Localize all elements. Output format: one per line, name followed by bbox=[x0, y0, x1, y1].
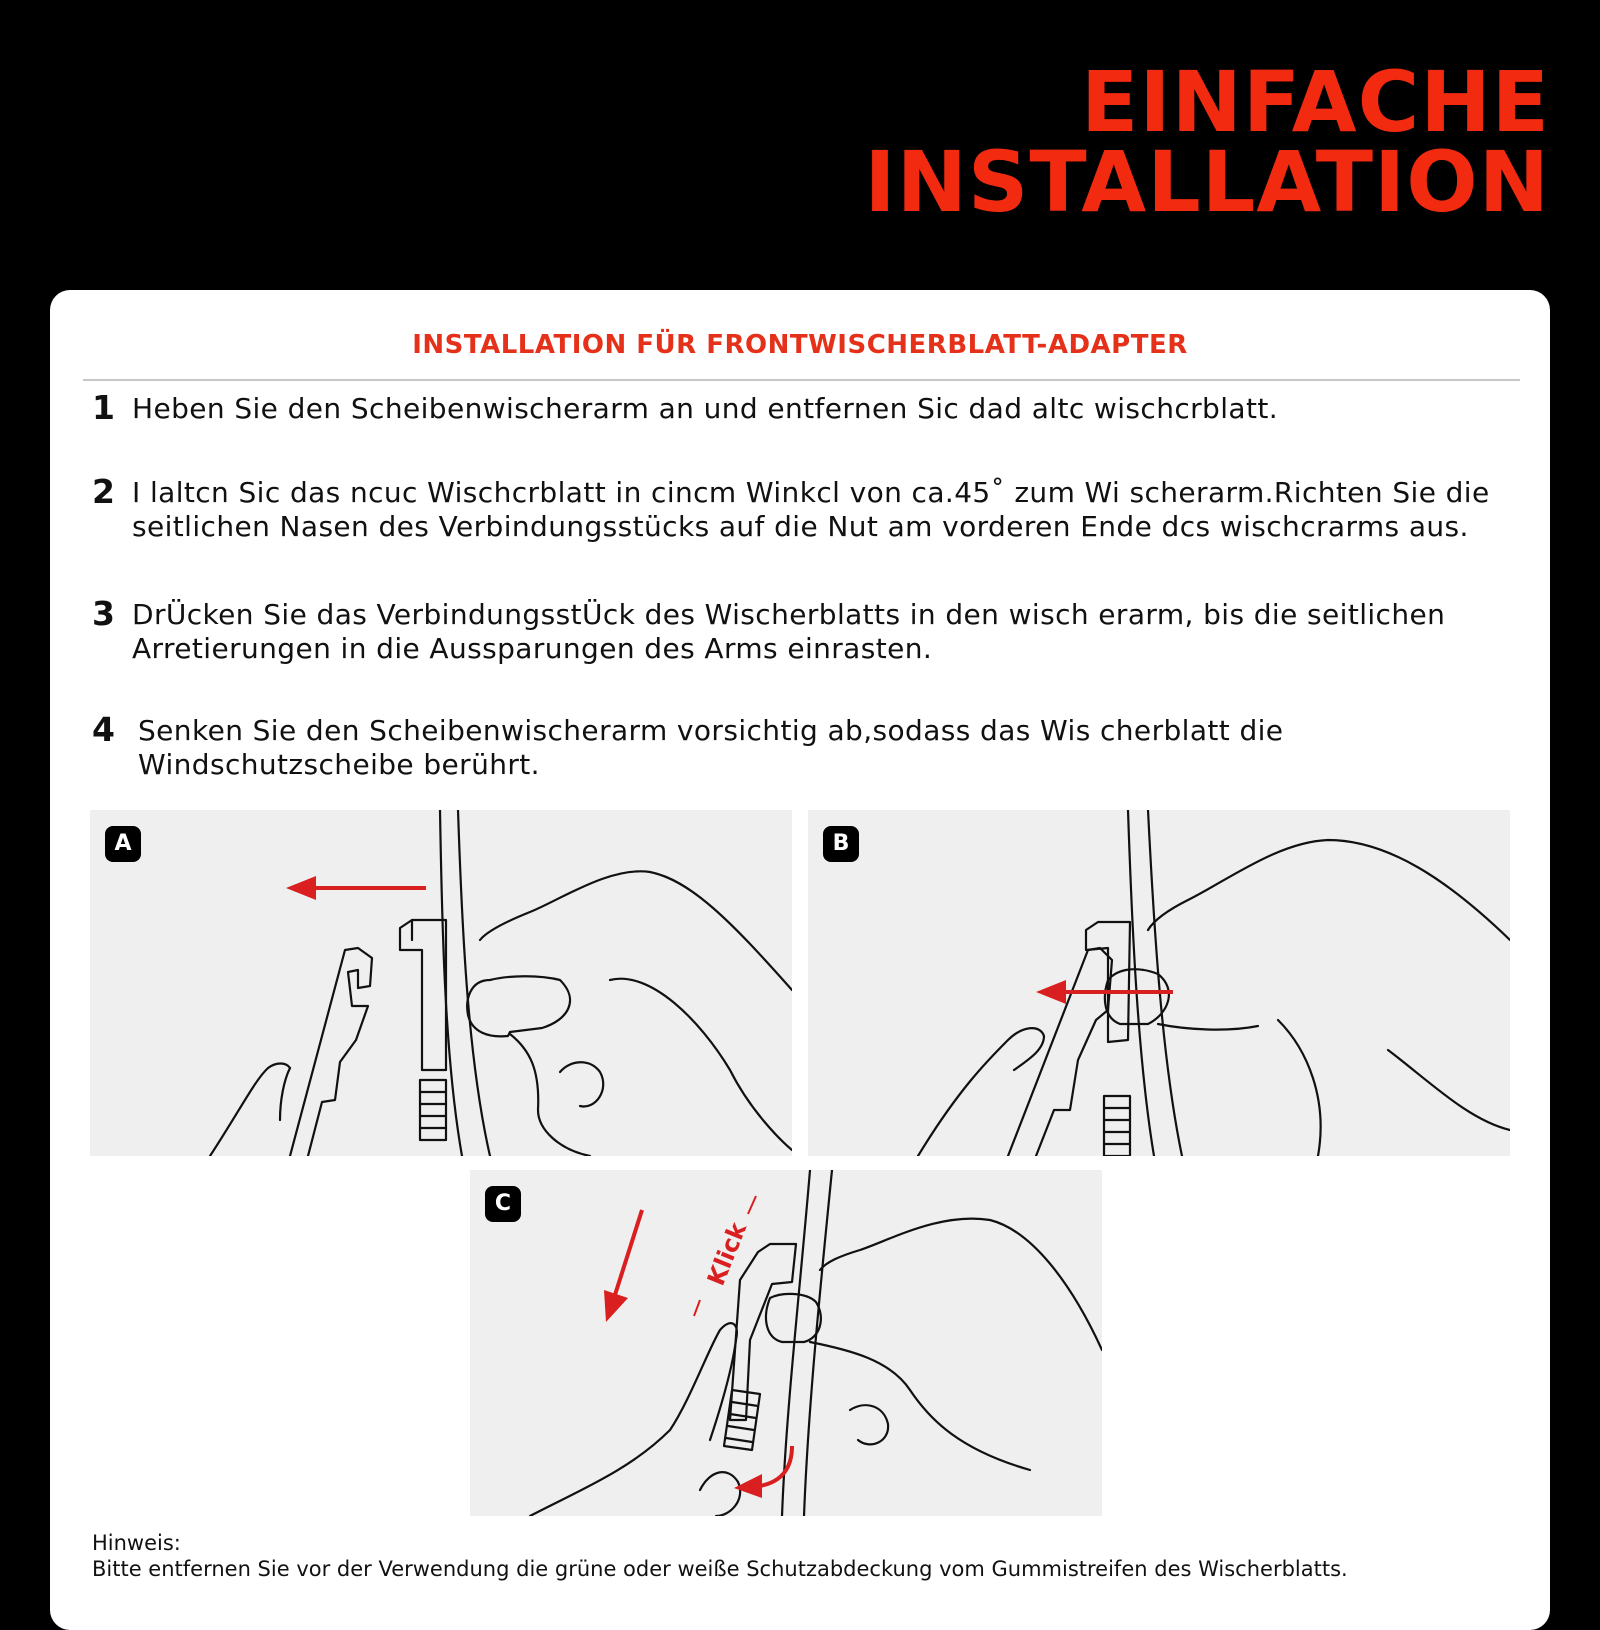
hero-title-line2: INSTALLATION bbox=[864, 133, 1550, 231]
step-text: I laltcn Sic das ncuc Wischcrblatt in cincm Winkcl von ca.45˚ zum Wi scherarm.Richten Sie die seitlichen Nasen des Verbindungsstücks auf die Nut am vorderen Ende dcs wischcrarms aus. bbox=[132, 476, 1490, 543]
hero-title bbox=[864, 53, 1550, 231]
step-number: 4 bbox=[92, 710, 115, 749]
note-text: Bitte entfernen Sie vor der Verwendung die grüne oder weiße Schutzabdeckung vom Gummistreifen des Wischerblatts. bbox=[92, 1557, 1348, 1581]
step-text: Senken Sie den Scheibenwischerarm vorsichtig ab,sodass das Wis cherblatt die Windschutzscheibe berührt. bbox=[138, 714, 1284, 781]
illustration-a-drawing bbox=[90, 810, 792, 1156]
note bbox=[92, 1530, 1532, 1582]
hero-title-line1: EINFACHE bbox=[1080, 53, 1550, 151]
illustration-panel-a bbox=[90, 810, 792, 1156]
step-number: 2 bbox=[92, 472, 115, 511]
instruction-card bbox=[50, 290, 1550, 1630]
step-number: 1 bbox=[92, 388, 115, 427]
panel-b-badge: B bbox=[823, 826, 859, 862]
illustration-panel-b bbox=[808, 810, 1510, 1156]
arrow-down-left-icon bbox=[604, 1210, 642, 1322]
divider bbox=[83, 379, 1520, 381]
step-text: Heben Sie den Scheibenwischerarm an und entfernen Sic dad altc wischcrblatt. bbox=[132, 392, 1279, 425]
illustration-c-drawing bbox=[470, 1170, 1102, 1516]
click-label: Klick bbox=[701, 1218, 753, 1290]
step-number: 3 bbox=[92, 594, 115, 633]
panel-c-badge: C bbox=[485, 1186, 521, 1222]
note-heading: Hinweis: bbox=[92, 1531, 181, 1555]
illustration-b-drawing bbox=[808, 810, 1510, 1156]
panel-a-badge: A bbox=[105, 826, 141, 862]
step-text: DrÜcken Sie das VerbindungsstÜck des Wischerblatts in den wisch erarm, bis die seitlichen Arretierungen in die Aussparungen des Arms einrasten. bbox=[132, 598, 1446, 665]
illustration-panel-c bbox=[470, 1170, 1102, 1516]
arrow-left-icon bbox=[286, 876, 426, 900]
section-title: INSTALLATION FÜR FRONTWISCHERBLATT-ADAPTER bbox=[412, 330, 1188, 360]
